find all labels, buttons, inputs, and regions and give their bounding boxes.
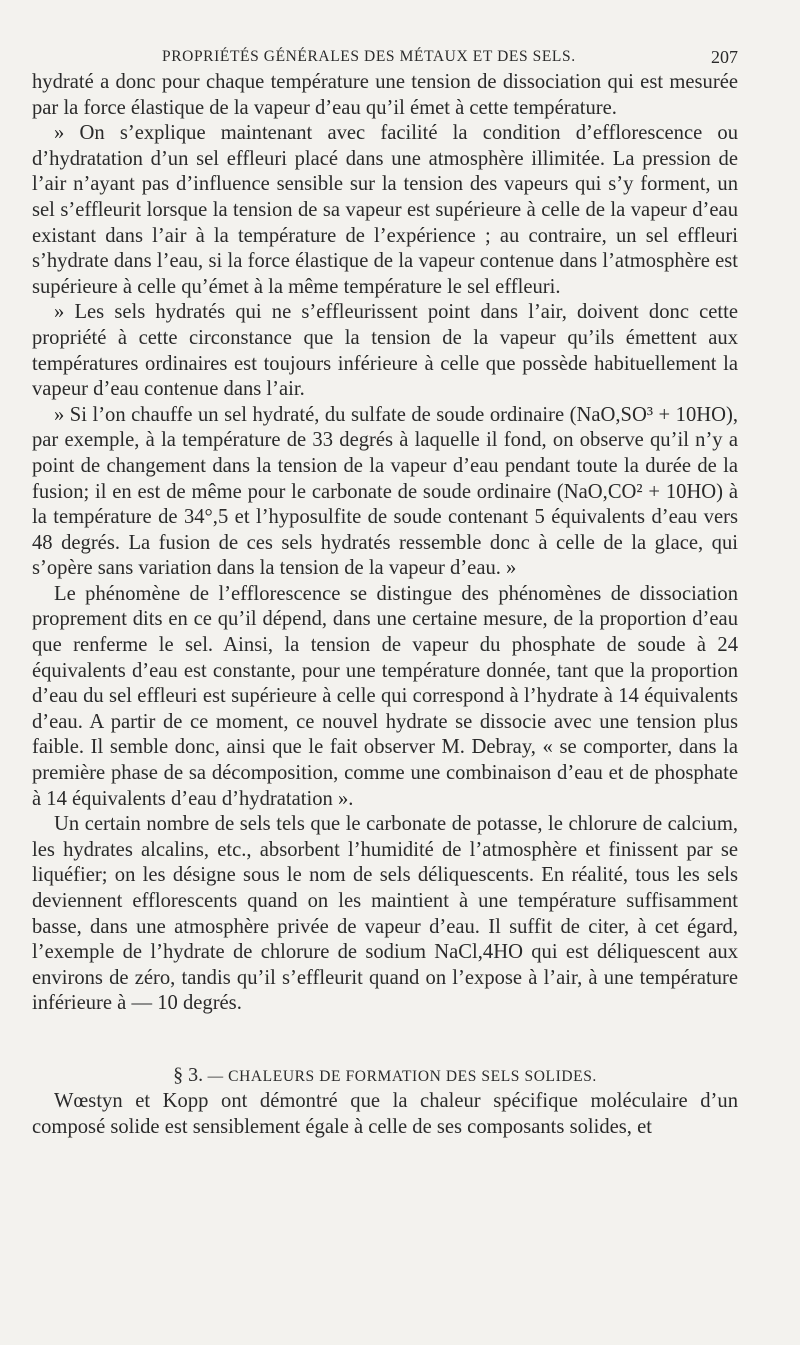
page-number: 207 bbox=[711, 47, 738, 67]
paragraph-continuation: hydraté a donc pour chaque température une tension de dissociation qui est mesurée par la force élastique de la vapeur d’eau qu’il émet à cette température. bbox=[32, 71, 738, 119]
paragraph: » Si l’on chauffe un sel hydraté, du sulfate de soude ordinaire (NaO,SO³ + 10HO), par exemple, à la température de 33 degrés à laquelle il fond, on observe qu’il n’y a point de changement dans la tension de la vapeur d’eau pendant toute la durée de la fusion; il en est de même pour le carbonate de soude ordinaire (NaO,CO² + 10HO) à la température de 34°,5 et l’hyposulfite de soude contenant 5 équivalents d’eau vers 48 degrés. La fusion de ces sels hydratés ressemble donc à celle de la glace, qui s’opère sans variation dans la tension de la vapeur d’eau. » bbox=[32, 403, 738, 580]
book-page bbox=[32, 44, 738, 1140]
paragraph: Le phénomène de l’efflorescence se distingue des phénomènes de dissociation proprement dits en ce qu’il dépend, dans une certaine mesure, de la proportion d’eau que renferme le sel. Ainsi, la tension de vapeur du phosphate de soude à 24 équivalents d’eau est constante, pour une température donnée, tant que la proportion d’eau du sel effleuri est supérieure à celle qui correspond à l’hydrate à 14 équivalents d’eau. A partir de ce moment, ce nouvel hydrate se dissocie avec une tension plus faible. Il semble donc, ainsi que le fait observer M. Debray, « se comporter, dans la première phase de sa décomposition, comme une combinaison d’eau et de phosphate à 14 équivalents d’eau d’hydratation ». bbox=[32, 582, 738, 810]
paragraph: » Les sels hydratés qui ne s’effleurissent point dans l’air, doivent donc cette propriété à cette circonstance que la tension de la vapeur qu’ils émettent aux températures ordinaires est toujours inférieure à celle que possède habituellement la vapeur d’eau contenue dans l’air. bbox=[32, 301, 738, 401]
section-title: — CHALEURS DE FORMATION DES SELS SOLIDES. bbox=[207, 1067, 597, 1085]
paragraph: Wœstyn et Kopp ont démontré que la chaleur spécifique moléculaire d’un composé solide est sensiblement égale à celle de ses composants solides, et bbox=[32, 1089, 738, 1138]
paragraph: Un certain nombre de sels tels que le carbonate de potasse, le chlorure de calcium, les hydrates alcalins, etc., absorbent l’humidité de l’atmosphère et finissent par se liquéfier; on les désigne sous le nom de sels déliquescents. En réalité, tous les sels deviennent efflorescents quand on les maintient à une température suffisamment basse, dans une atmosphère privée de vapeur d’eau. Il suffit de citer, à cet égard, l’exemple de l’hydrate de chlorure de sodium NaCl,4HO qui est déliquescent aux environs de zéro, tandis qu’il s’effleurit quand on l’expose à l’air, à une température inférieure à — 10 degrés. bbox=[32, 813, 738, 1015]
section-heading bbox=[32, 1061, 738, 1089]
section-number: § 3. bbox=[173, 1063, 204, 1086]
body-text bbox=[32, 70, 738, 1140]
paragraph: » On s’explique maintenant avec facilité la condition d’efflorescence ou d’hydratation d’un sel effleuri placé dans une atmosphère illimitée. La pression de l’air n’ayant pas d’influence sensible sur la tension des vapeurs qui s’y forment, un sel s’effleurit lorsque la tension de sa vapeur est supérieure à celle de la vapeur d’eau existant dans l’air à la température de l’expérience ; au contraire, un sel effleuri s’hydrate dans l’eau, si la force élastique de la vapeur contenue dans l’atmosphère est supérieure à celle qu’émet à la même température le sel effleuri. bbox=[32, 122, 738, 298]
running-header bbox=[32, 44, 738, 70]
running-title: PROPRIÉTÉS GÉNÉRALES DES MÉTAUX ET DES SELS. bbox=[162, 48, 576, 65]
